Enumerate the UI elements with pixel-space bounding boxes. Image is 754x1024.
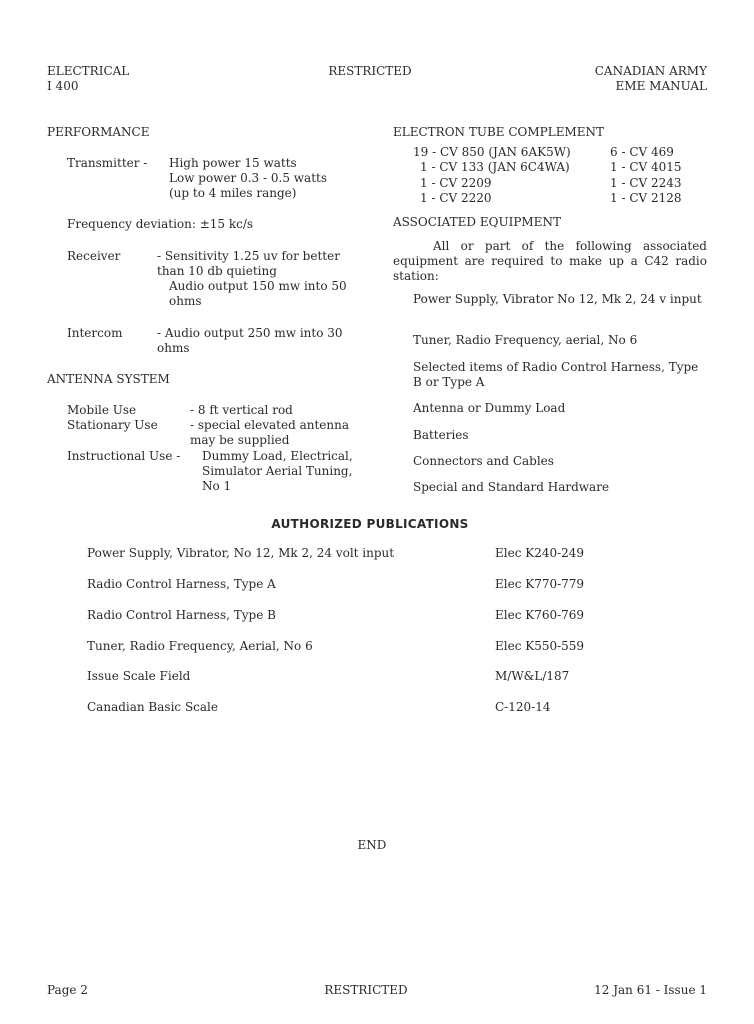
intercom-label: Intercom <box>67 326 123 340</box>
end-marker: END <box>357 838 387 852</box>
associated-item: Special and Standard Hardware <box>413 480 610 494</box>
publications-heading: AUTHORIZED PUBLICATIONS <box>271 517 469 531</box>
header-left-line2: I 400 <box>47 79 79 93</box>
instructional-use-text: Dummy Load, Electrical, Simulator Aerial Tuning, No 1 <box>202 449 353 493</box>
publication-title: Tuner, Radio Frequency, Aerial, No 6 <box>87 639 313 653</box>
associated-equipment-intro: All or part of the following associated equipment are required to make up a C42 radio station: <box>393 239 707 283</box>
associated-item: Selected items of Radio Control Harness, Type B or Type A <box>413 360 699 389</box>
transmitter-line: (up to 4 miles range) <box>169 186 297 200</box>
footer-classification: RESTRICTED <box>324 983 408 997</box>
intercom-text: - Audio output 250 mw into 30 ohms <box>157 326 343 355</box>
associated-item: Antenna or Dummy Load <box>413 401 566 415</box>
header-right-line2: EME MANUAL <box>615 79 707 93</box>
transmitter-line: Low power 0.3 - 0.5 watts <box>169 171 328 185</box>
header-left-line1: ELECTRICAL <box>47 64 130 78</box>
receiver-label: Receiver <box>67 249 121 263</box>
publication-title: Power Supply, Vibrator, No 12, Mk 2, 24 volt input <box>87 546 395 560</box>
frequency-deviation: Frequency deviation: ±15 kc/s <box>67 217 254 231</box>
publication-ref: Elec K770-779 <box>495 577 585 591</box>
header-classification: RESTRICTED <box>328 64 412 78</box>
stationary-use-label: Stationary Use <box>67 418 158 432</box>
associated-item: Power Supply, Vibrator No 12, Mk 2, 24 v input <box>413 292 702 306</box>
associated-item: Connectors and Cables <box>413 454 554 468</box>
publication-title: Canadian Basic Scale <box>87 700 218 714</box>
publication-ref: Elec K760-769 <box>495 608 585 622</box>
tube-entry: 1 - CV 2220 <box>420 191 492 205</box>
publication-title: Issue Scale Field <box>87 669 191 683</box>
receiver-text: - Sensitivity 1.25 uv for better than 10 db quieting <box>157 249 340 278</box>
transmitter-label: Transmitter - <box>67 156 148 170</box>
mobile-use-text: - 8 ft vertical rod <box>190 403 293 417</box>
receiver-text2: Audio output 150 mw into 50 ohms <box>169 279 347 308</box>
tube-entry: 1 - CV 2243 <box>610 176 682 190</box>
publication-ref: C-120-14 <box>495 700 551 714</box>
tube-entry: 1 - CV 4015 <box>610 160 682 174</box>
publication-title: Radio Control Harness, Type A <box>87 577 276 591</box>
tube-entry: 1 - CV 133 (JAN 6C4WA) <box>420 160 570 174</box>
antenna-heading: ANTENNA SYSTEM <box>47 372 170 386</box>
tube-complement-heading: ELECTRON TUBE COMPLEMENT <box>393 125 605 139</box>
publication-ref: Elec K240-249 <box>495 546 585 560</box>
associated-equipment-heading: ASSOCIATED EQUIPMENT <box>393 215 561 229</box>
stationary-use-text: - special elevated antenna may be supplied <box>190 418 349 447</box>
tube-entry: 1 - CV 2128 <box>610 191 682 205</box>
header-right-line1: CANADIAN ARMY <box>594 64 707 78</box>
tube-entry: 19 - CV 850 (JAN 6AK5W) <box>413 145 571 159</box>
instructional-use-label: Instructional Use - <box>67 449 181 463</box>
associated-item: Batteries <box>413 428 469 442</box>
footer-page-number: Page 2 <box>47 983 88 997</box>
footer-issue-date: 12 Jan 61 - Issue 1 <box>594 983 707 997</box>
mobile-use-label: Mobile Use <box>67 403 137 417</box>
tube-entry: 1 - CV 2209 <box>420 176 492 190</box>
associated-item: Tuner, Radio Frequency, aerial, No 6 <box>413 333 638 347</box>
publication-title: Radio Control Harness, Type B <box>87 608 276 622</box>
tube-entry: 6 - CV 469 <box>610 145 674 159</box>
transmitter-line: High power 15 watts <box>169 156 297 170</box>
publication-ref: Elec K550-559 <box>495 639 585 653</box>
publication-ref: M/W&L/187 <box>495 669 570 683</box>
performance-heading: PERFORMANCE <box>47 125 150 139</box>
